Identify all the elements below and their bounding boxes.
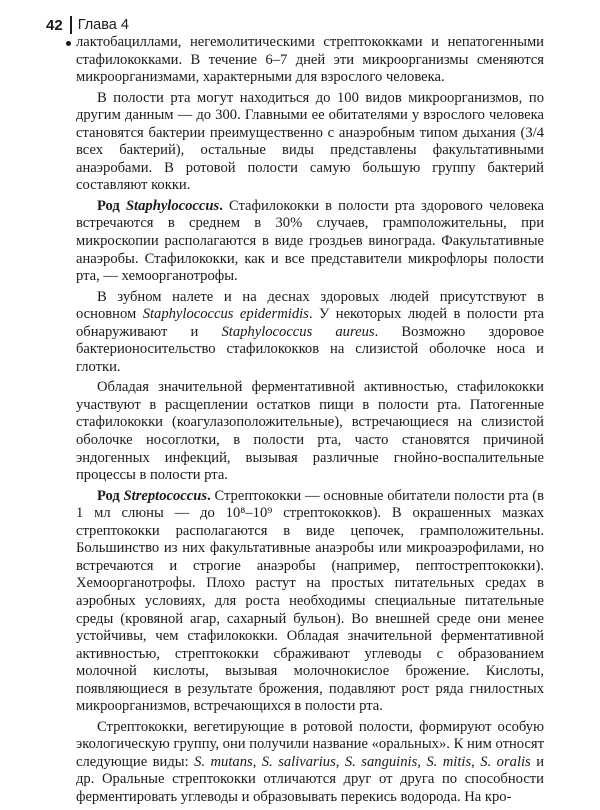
text-run: , — [471, 753, 481, 770]
text-run: Стрептококки — основные обитатели полости рта (в 1 мл слюны — до 10⁸–10⁹ стрептококков). В окрашенных мазках стрептококки располагаются в виде цепочек, грамположительны. Большинство из них факультативные анаэробы или микроаэрофилами, но встречаются и строгие анаэробы (например, пептострептококки). Хемоорганотрофы. Плохо растут на простых питательных средах в аэробных условиях, для роста необходимы специальные питательные среды (кровяной агар, сахарный бульон). Во внешней среде они менее устойчивы, чем стафилококки. Обладая значительной ферментативной активностью, стрептококки сбраживают углеводы с образованием молочной кислоты, вызывая молочнокислое брожение. Кислоты, появляющиеся в результате брожения, подавляют рост ряда гнилостных микроорганизмов, встречающихся в полости рта. — [76, 487, 544, 715]
paragraph — [76, 719, 544, 807]
text-run: . Возможно здоровое бактерионосительство стафилококков на слизистой оболочке носа и глотки. — [76, 323, 545, 375]
genus-name: Staphylococcus — [125, 197, 220, 214]
text-run: . У некоторых людей в полости рта обнаруживают и — [76, 306, 544, 340]
text-run: лактобациллами, негемолитическими стрептококками и непатогенными стафилококками. В течение 6–7 дней эти микроорганизмы сменяются микроорганизмами, характерными для взрослого человека. — [76, 34, 544, 86]
text-run: Стафилококки в полости рта здорового человека встречаются в среднем в 30% случаев, грамположительны, при микроскопии располагаются в виде гроздьев винограда. Факультативные анаэробы. Стафилококки, как и все представители микрофлоры полости рта, — хемоорганотрофы. — [76, 197, 544, 285]
species-name: S. mitis — [426, 753, 472, 770]
section-heading: Род — [97, 487, 124, 504]
species-name: S. mutans — [194, 753, 253, 770]
paragraph — [76, 34, 544, 87]
section-heading: . — [207, 487, 211, 504]
text-run: , — [417, 753, 427, 770]
chapter-title: Глава 4 — [77, 17, 129, 33]
text-run: В полости рта могут находиться до 100 видов микроорганизмов, по другим данным — до 300. Главными ее обитателями у взрослого человека становятся бактерии преимущественно с анаэробным типом дыхания (3/4 всех бактерий), остальные виды представлены факультативными анаэробами. В ротовой полости самую большую группу бактерий составляют кокки. — [76, 89, 544, 194]
paragraph — [76, 289, 544, 377]
species-name: S. salivarius — [261, 753, 336, 770]
header-divider — [70, 16, 72, 34]
running-header — [46, 16, 129, 34]
paragraph — [76, 488, 544, 716]
species-name: S. oralis — [480, 753, 531, 770]
paragraph — [76, 379, 544, 484]
text-run: , — [252, 753, 262, 770]
text-run: и др. Оральные стрептококки отличаются друг от друга по способности ферментировать углеводы и образовывать перекись водорода. На кро- — [76, 753, 545, 805]
species-name: Staphylococcus epidermidis — [142, 306, 309, 323]
paragraph — [76, 90, 544, 195]
text-run: Стрептококки, вегетирующие в ротовой полости, формируют особую экологическую группу, они получили название «оральных». К ним относят следующие виды: — [76, 718, 544, 770]
body-text — [76, 34, 544, 810]
section-heading: Род — [97, 197, 126, 214]
page-number: 42 — [46, 16, 63, 34]
paragraph — [76, 198, 544, 286]
section-heading: . — [219, 197, 223, 214]
genus-name: Streptococcus — [123, 487, 208, 504]
text-run: , — [335, 753, 345, 770]
species-name: S. sanguinis — [344, 753, 418, 770]
species-name: Staphylococcus aureus — [221, 323, 375, 340]
text-run: Обладая значительной ферментативной активностью, стафилококки участвуют в расщеплении остатков пищи в полости рта. Патогенные стафилококки (коагулазоположительные), встречающиеся на слизистой оболочке носоглотки, в полости рта, часто становятся причиной эндогенных инфекций, вызывая различные гнойно-воспалительные процессы в полости рта. — [76, 379, 544, 484]
bullet-dot-icon — [66, 41, 71, 46]
text-run: В зубном налете и на деснах здоровых людей присутствуют в основном — [76, 288, 544, 323]
